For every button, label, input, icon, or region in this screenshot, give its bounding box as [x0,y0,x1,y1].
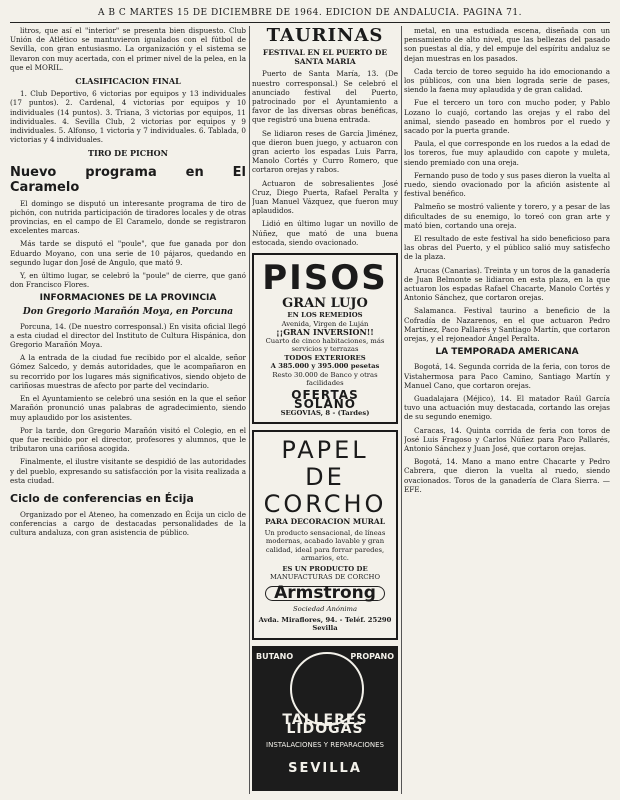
ad-text: Sociedad Anónima [292,605,358,614]
section-heading: LA TEMPORADA AMERICANA [435,347,579,358]
article-headline: Ciclo de conferencias en Écija [10,491,194,505]
armstrong-logo: Armstrong [265,586,385,601]
ad-text: ¡¡GRAN INVERSION!! [276,327,374,338]
article-paragraph: litros, que así el "interior" se presenta bien dispuesto. Club Unión de Atlético se mantuvieron igualados con el fútbol de Sevilla, con gran entusiasmo. La organización y el sistema se llevaron con muy acertada, con el primer nivel de la pelea, en la que el MORIL. [10,26,246,72]
article-paragraph: Porcuna, 14. (De nuestro corresponsal.) En visita oficial llegó a esta ciudad el director del Instituto de Cultura Hispánica, don Gregorio Marañón Moya. [10,321,246,350]
article-paragraph: El resultado de este festival ha sido beneficioso para las obras del Puerto, y el público salió muy satisfecho de la plaza. [404,234,610,262]
article-paragraph: En el Ayuntamiento se celebró una sesión en la que el señor Marañón pronunció unas palabras de agradecimiento, siendo muy aplaudido por los asistentes. [10,394,246,422]
article-paragraph: El domingo se disputó un interesante programa de tiro de pichón, con nutrida participación de tiradores locales y de otras provincias, en el campo de El Caramelo, donde se registraron excelentes marcas. [10,198,246,236]
article-paragraph: Bogotá, 14. Segunda corrida de la feria, con toros de Vistahermosa para Paco Camino, Santiago Martín y Manuel Cano, que cortaron orejas. [404,362,610,390]
ad-subheadline: PARA DECORACION MURAL [265,517,385,527]
ad-brand: TALLERES LIDOGAS [282,711,368,737]
ad-city: SEVILLA [288,760,362,776]
ad-text: Resto 30.000 de Banco y otras facilidades [272,370,378,388]
column-divider [401,26,402,794]
article-paragraph: Se lidiaron reses de García Jiménez, que dieron buen juego, y actuaron con gran acierto los espadas Luis Parra, Manolo Cortés y Curro Romero, que cortaron orejas y rabos. [252,128,398,175]
ad-headline: PISOS [262,258,388,299]
article-paragraph: Y, en último lugar, se celebró la "poule" de cierre, que ganó don Francisco Flores. [10,271,246,290]
article-paragraph: Salamanca. Festival taurino a beneficio de la Cofradía de Nazarenos, en el que actuaron Pedro Martínez, Paco Pallarés y Santiago Martín, que cortaron orejas, y el rejoneador Ángel Peralta. [404,306,610,344]
ad-text: Avenida, Virgen de Luján [281,319,369,328]
article-paragraph: Fernando puso de todo y sus pases dieron la vuelta al ruedo, siendo ovacionado por la afición asistente al festival benéfico. [404,170,610,199]
section-heading: CLASIFICACION FINAL [75,76,181,87]
article-paragraph: Arucas (Canarias). Treinta y un toros de la ganadería de Juan Belmonte se lidiaron en esta plaza, en la que actuaron los espadas Rafael Chacarte, Manolo Cortés y Antonio Sánchez, que cortaron orejas. [404,265,610,303]
ad-headline: PAPEL DE [281,436,369,492]
article-headline: Don Gregorio Marañón Moya, en Porcuna [22,307,234,318]
advertisement-butano [252,646,398,791]
article-paragraph: A la entrada de la ciudad fue recibido por el alcalde, señor Gómez Salcedo, y demás autoridades, que le acompañaron en su recorrido por los lugares más significativos, siendo objeto de cariñosas muestras de afecto por parte del vecindario. [10,353,246,390]
article-paragraph: Cada tercio de toreo seguido ha ido emocionando a los públicos, con una bien lograda serie de pases, siendo la faena muy aplaudida y de gran calidad. [404,66,610,95]
article-paragraph: Guadalajara (Méjico), 14. El matador Raúl García tuvo una actuación muy destacada, cortando las orejas de su segundo enemigo. [404,393,610,422]
advertisement-pisos [252,253,398,424]
article-headline: FESTIVAL EN EL PUERTO DE SANTA MARIA [262,48,388,67]
ad-corner-text: PROPANO [350,651,394,661]
article-paragraph: 1. Club Deportivo, 6 victorias por equipos y 13 individuales (17 puntos). 2. Cardenal, 4 victorias por equipos y 10 individuales (14 puntos). 3. Triana, 3 victorias por equipos, 11 individuales. 4. Sevilla Club, 2 victorias por equipos y 9 individuales. 5. Alfonso, 1 victoria y 7 individuales. 6. Tablada, 0 victorias y 4 individuales. [10,89,246,145]
article-paragraph: Puerto de Santa María, 13. (De nuestro corresponsal.) Se celebró el anunciado festival del Puerto, patrocinado por el Ayuntamiento a favor de las diversas obras benéficas, que registró una buena entrada. [252,69,398,125]
ad-address: Avda. Miraflores, 94. - Teléf. 25290 Sevilla [258,615,392,633]
ad-text: Un producto sensacional, de líneas modernas, acabado lavable y gran calidad, ideal para forrar paredes, armarios, etc. [264,528,386,563]
article-paragraph: Más tarde se disputó el "poule", que fue ganada por don Eduardo Moyano, con una serie de 10 pájaros, quedando en segundo lugar don José de Angulo, que mató 9. [10,239,246,267]
article-headline: Nuevo programa en El Caramelo [10,164,246,195]
article-paragraph: Organizado por el Ateneo, ha comenzado en Écija un ciclo de conferencias a cargo de destacadas personalidades de la cultura andaluza, con gran asistencia de público. [10,509,246,538]
article-paragraph: Paula, el que corresponde en los ruedos a la edad de los toreros, fue muy aplaudido con capote y muleta, siendo premiado con una oreja. [404,139,610,167]
article-paragraph: Fue el tercero un toro con mucho poder, y Pablo Lozano lo cuajó, cortando las orejas y el rabo del animal, siendo paseado en hombros por el ruedo y sacado por la puerta grande. [404,98,610,136]
ad-brand: OFERTAS SOLANO [291,387,359,411]
column-left [10,26,246,794]
article-paragraph: Caracas, 14. Quinta corrida de feria con toros de José Luis Fragoso y Carlos Núñez para Paco Pallarés, Antonio Sánchez y Juan José, que cortaron orejas. [404,425,610,453]
article-paragraph: Actuaron de sobresalientes José Cruz, Diego Puerta, Rafael Peralta y Juan Manuel Vázquez, que fueron muy aplaudidos. [252,178,398,216]
advertisement-corcho [252,430,398,639]
section-title: TAURINAS [266,26,384,46]
article-paragraph: Finalmente, el ilustre visitante se despidió de las autoridades y del pueblo, expresando su satisfacción por la visita realizada a esta ciudad. [10,457,246,485]
article-paragraph: Palmeño se mostró valiente y torero, y a pesar de las dificultades de su enemigo, lo toreó con gran arte y mató bien, cortando una oreja. [404,202,610,230]
article-paragraph: Bogotá, 14. Mano a mano entre Chacarte y Pedro Cabrera, que dieron la vuelta al ruedo, siendo ovacionados. Toros de la ganadería de Clara Sierra. —EFE. [404,457,610,494]
article-paragraph: Por la tarde, don Gregorio Marañón visitó el Colegio, en el que fue recibido por el director, profesores y alumnos, que le tributaron una cariñosa acogida. [10,425,246,454]
ad-text: Cuarto de cinco habitaciones, más servicios y terrazas [265,336,385,354]
ad-address: SEGOVIAS, 8 - (Tardes) [280,408,370,417]
ad-text: TODOS EXTERIORES [284,353,366,362]
column-middle [252,26,398,794]
page-header: A B C MARTES 15 DE DICIEMBRE DE 1964. EDICION DE ANDALUCIA. PAGINA 71. [10,8,610,23]
column-right [404,26,610,794]
ad-subheadline: GRAN LUJO [282,296,368,312]
ad-text: INSTALACIONES Y REPARACIONES [266,740,384,749]
column-divider [249,26,250,794]
ad-text: EN LOS REMEDIOS [287,311,363,320]
article-paragraph: Lidió en último lugar un novillo de Núñez, que mató de una buena estocada, siendo ovacionado. [252,219,398,247]
ad-text: A 385.000 y 395.000 pesetas [270,362,380,371]
ad-text: MANUFACTURAS DE CORCHO [269,573,381,582]
ad-text: ES UN PRODUCTO DE [282,564,368,573]
section-heading: TIRO DE PICHON [88,148,168,159]
article-paragraph: metal, en una estudiada escena, diseñada con un pensamiento de alto nivel, que las bellezas del pasado son puestas al día, y del empuje del espíritu andaluz se dejan muestras en los pasados. [404,26,610,63]
section-heading: INFORMACIONES DE LA PROVINCIA [39,293,217,304]
ad-headline: CORCHO [263,490,387,519]
ad-corner-text: BUTANO [256,651,294,661]
